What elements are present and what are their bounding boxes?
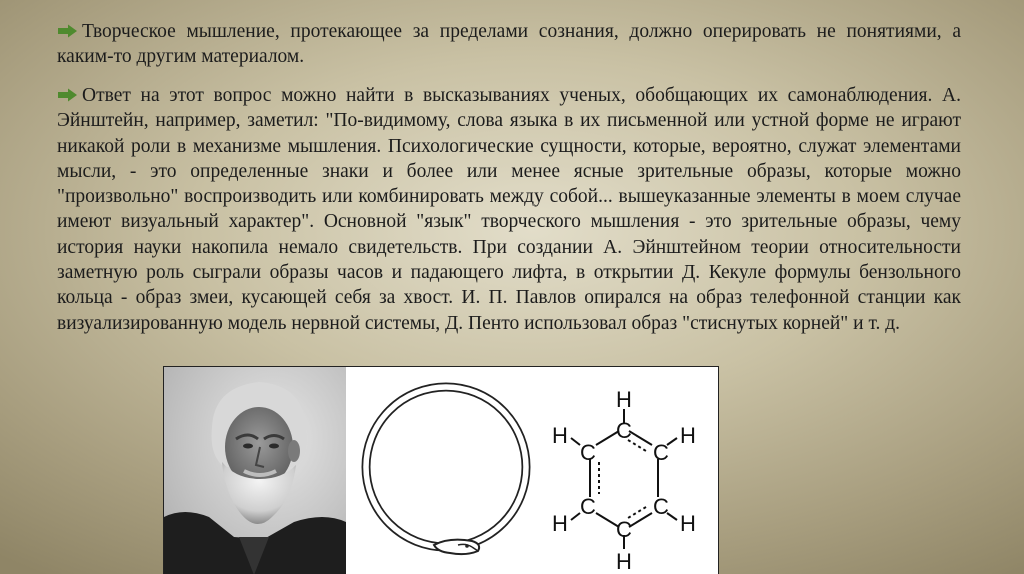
paragraph-2 bbox=[57, 83, 961, 336]
illustration-panel bbox=[163, 366, 719, 574]
benzene-ring bbox=[544, 385, 714, 573]
paragraph-1 bbox=[57, 19, 961, 70]
h-atom-lower-right: H bbox=[680, 511, 696, 536]
h-atom-upper-left: H bbox=[552, 423, 568, 448]
c-atom-lower-right: C bbox=[653, 494, 669, 519]
portrait-photo bbox=[164, 367, 346, 574]
h-atom-bottom: H bbox=[616, 549, 632, 573]
c-atom-top: C bbox=[616, 418, 632, 443]
h-atom-top: H bbox=[616, 387, 632, 412]
arrow-bullet-icon bbox=[57, 24, 78, 38]
h-atom-upper-right: H bbox=[680, 423, 696, 448]
ouroboros-snake bbox=[354, 375, 539, 570]
c-atom-upper-right: C bbox=[653, 440, 669, 465]
h-atom-lower-left: H bbox=[552, 511, 568, 536]
c-atom-bottom: C bbox=[616, 517, 632, 542]
paragraph-2-text: Ответ на этот вопрос можно найти в высказываниях ученых, обобщающих их самонаблюдения. А. Эйнштейн, например, заметил: "По-видимому, слова языка в их письменной или устной форме не играют никакой роли в механизме мышления. Психологические сущности, которые, вероятно, служат элементами мысли, - это определенные знаки и более или менее ясные зрительные образы, которые можно "произвольно" воспроизводить или комбинировать между собой... вышеуказанные элементы в моем случае имеют визуальный характер". Основной "язык" творческого мышления - это зрительные образы, чему история науки накопила немало свидетельств. При создании А. Эйнштейном теории относительности заметную роль сыграли образы часов и падающего лифта, в открытии Д. Кекуле формулы бензольного кольца - образ змеи, кусающей себя за хвост. И. П. Павлов опирался на образ телефонной станции как визуализированную модель нервной системы, Д. Пенто использовал образ "стиснутых корней" и т. д. bbox=[57, 85, 961, 334]
c-atom-upper-left: C bbox=[580, 440, 596, 465]
arrow-bullet-icon bbox=[57, 88, 78, 102]
paragraph-1-text: Творческое мышление, протекающее за пределами сознания, должно оперировать не понятиями, а каким-то другим материалом. bbox=[57, 21, 961, 68]
c-atom-lower-left: C bbox=[580, 494, 596, 519]
